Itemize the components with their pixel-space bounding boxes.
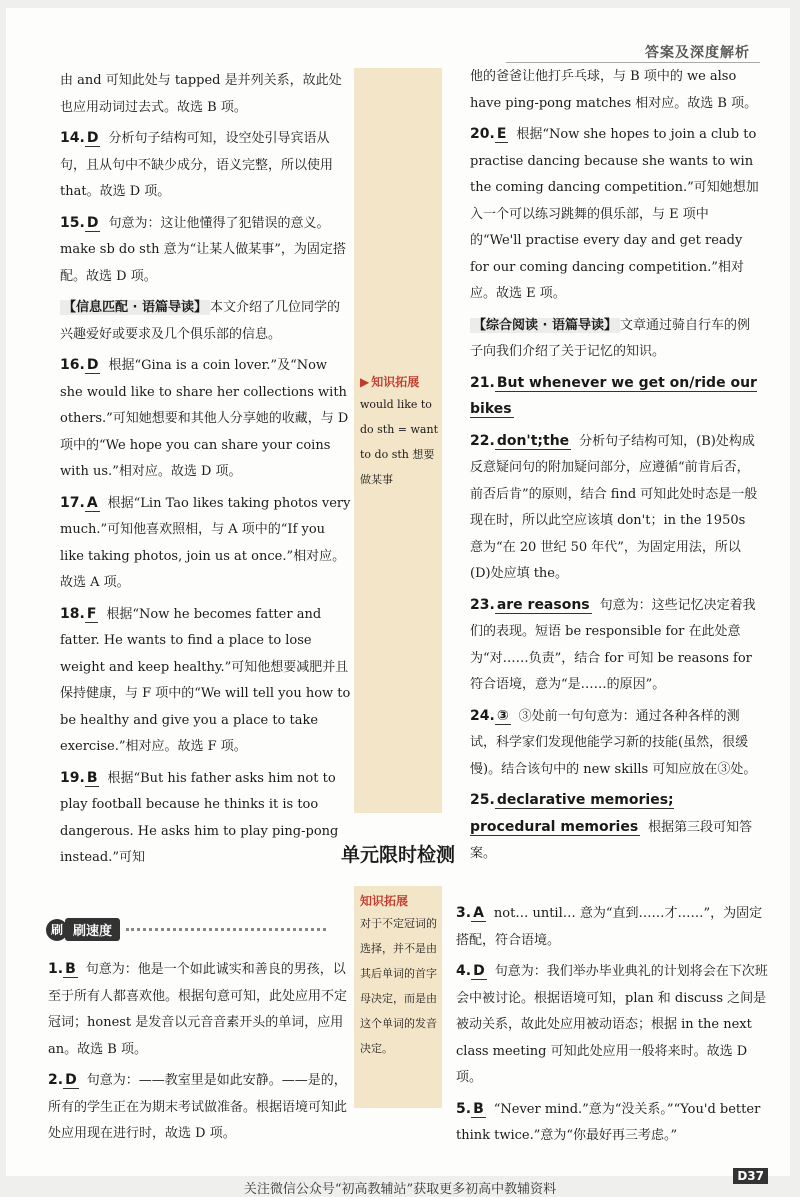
- question-number: 23.: [470, 596, 495, 613]
- question-number: 1.: [48, 961, 64, 977]
- dotted-divider: [126, 928, 326, 931]
- question-number: 14.: [60, 130, 85, 146]
- answer-item: [470, 704, 760, 784]
- answer-item: [48, 957, 348, 1063]
- knowledge-title-top: ▶ 知识拓展: [360, 375, 420, 389]
- explanation-text: 根据“Now she hopes to join a club to practise dancing because she wants to win the coming dancing competition.”可知她想加入一个可以练习跳舞的俱乐部，与 E 项中的“We'll practise every day and get ready for our coming dancing competition.”相对应。故选 E 项。: [470, 127, 759, 301]
- question-number: 24.: [470, 707, 495, 724]
- explanation-text: 句意为：这些记忆决定着我们的表现。短语 be responsible for 在此处意为“对……负责”，结合 for 可知 be reasons for 符合语境，意为“是……的原因”。: [470, 597, 756, 692]
- answer-item: [470, 429, 760, 588]
- arrow-icon: ▶: [360, 375, 370, 389]
- answer-key: A: [86, 494, 98, 511]
- explanation-text: 句意为：我们举办毕业典礼的计划将会在下次班会中被讨论。根据语境可知，plan 和 discuss 之间是被动关系，故此处应用被动语态；根据 in the next class meeting 可知此处应用一般将来时。故选 D 项。: [456, 964, 768, 1085]
- answer-item: [60, 211, 352, 291]
- knowledge-sidebar-top: [354, 68, 442, 813]
- question-number: 20.: [470, 126, 495, 142]
- answer-key: are reasons: [496, 596, 590, 613]
- explanation-text: 根据“Gina is a coin lover.”及“Now she would like to share her collections with others.”可知她想要和其他人分享她的收藏，与 D 项中的“We hope you can share your coins with us.”相对应。故选 D 项。: [60, 358, 349, 479]
- answer-item: [456, 901, 768, 954]
- brush-icon: 刷: [46, 919, 68, 941]
- right-column-top: [470, 64, 760, 868]
- reading-guide: [470, 313, 760, 366]
- footer-note: 关注微信公众号“初高教辅站”获取更多初高中教辅资料: [243, 1182, 557, 1197]
- answer-key: D: [86, 130, 99, 146]
- knowledge-title-bottom: 知识拓展: [360, 894, 409, 908]
- answer-item: [60, 353, 352, 486]
- page-header-title: 答案及深度解析: [645, 45, 750, 61]
- explanation-text: ③处前一句句意为：通过各种各样的测试，科学家们发现他能学习新的技能(虽然，很缓慢)。结合该句中的 new skills 可知应放在③处。: [470, 708, 757, 777]
- answer-item: [470, 593, 760, 699]
- speed-practice-label: 刷速度: [65, 918, 120, 941]
- question-number: 3.: [456, 905, 472, 921]
- explanation-text: not… until… 意为“直到……才……”，为固定搭配，符合语境。: [456, 906, 763, 948]
- answer-key: don't;the: [496, 432, 570, 449]
- answer-key: D: [86, 357, 99, 373]
- answer-item: [60, 126, 352, 206]
- answer-item: [60, 68, 352, 121]
- knowledge-text-bottom: 对于不定冠词的选择，并不是由其后单词的首字母决定，而是由这个单词的发音决定。: [360, 917, 437, 1055]
- explanation-text: 根据第三段可知答案。: [470, 819, 753, 861]
- explanation-text: 他的爸爸让他打乒乓球，与 B 项中的 we also have ping-pong matches 相对应。故选 B 项。: [470, 69, 758, 111]
- reading-guide: [60, 295, 352, 348]
- answer-key: B: [473, 1100, 484, 1117]
- explanation-text: 文章通过骑自行车的例子向我们介绍了关于记忆的知识。: [470, 317, 751, 359]
- answer-key: But whenever we get on/ride our bikes: [470, 374, 757, 417]
- answer-key: F: [86, 605, 97, 622]
- question-number: 25.: [470, 792, 495, 808]
- answer-key: B: [86, 769, 98, 786]
- answer-page: [6, 8, 790, 1183]
- answer-item: [60, 491, 352, 597]
- answer-item: [456, 959, 768, 1092]
- question-number: 19.: [60, 769, 85, 786]
- question-number: 16.: [60, 357, 85, 373]
- question-number: 5.: [456, 1100, 472, 1117]
- answer-key: B: [65, 961, 76, 977]
- section-title: 单元限时检测: [340, 844, 455, 866]
- explanation-text: 本文介绍了几位同学的兴趣爱好或要求及几个俱乐部的信息。: [60, 300, 341, 342]
- knowledge-sidebar-bottom: [354, 886, 442, 1108]
- answer-key: D: [86, 214, 99, 231]
- answer-key: ③: [496, 707, 509, 724]
- explanation-text: 根据“Lin Tao likes taking photos very much.”可知他喜欢照相，与 A 项中的“If you like taking photos, join us at once.”相对应。故选 A 项。: [60, 495, 351, 590]
- speed-practice-badge: [46, 918, 326, 941]
- answer-item: [48, 1068, 348, 1148]
- explanation-text: 根据“But his father asks him not to play football because he thinks it is too dangerous. He asks him to play ping-pong instead.”可知: [60, 770, 339, 865]
- knowledge-text-top: would like to do sth = want to do sth 想要做某事: [360, 398, 438, 486]
- answer-key: declarative memories; procedural memories: [470, 792, 674, 835]
- explanation-text: 由 and 可知此处与 tapped 是并列关系，故此处也应用动词过去式。故选 B 项。: [60, 73, 342, 115]
- answer-item: [456, 1097, 768, 1150]
- answer-item: [470, 64, 760, 117]
- explanation-text: “Never mind.”意为“没关系。”“You'd better think twice.”意为“你最好再三考虑。”: [456, 1101, 761, 1143]
- answer-key: E: [496, 126, 507, 142]
- header-rule: [506, 62, 760, 63]
- question-number: 15.: [60, 214, 85, 231]
- question-number: 22.: [470, 432, 495, 449]
- question-number: 4.: [456, 963, 472, 979]
- right-column-bottom: [456, 896, 768, 1150]
- left-column-bottom: [48, 952, 348, 1148]
- answer-item: [470, 122, 760, 308]
- question-number: 17.: [60, 494, 85, 511]
- question-number: 18.: [60, 605, 85, 622]
- guide-banner: 【综合阅读 · 语篇导读】: [470, 318, 620, 333]
- answer-item: [60, 602, 352, 761]
- explanation-text: 根据“Now he becomes fatter and fatter. He wants to find a place to lose weight and keep healthy.”可知他想要减肥并且保持健康，与 F 项中的“We will tell you how to be healthy and give you a place to take exercise.”相对应。故选 F 项。: [60, 606, 351, 754]
- answer-item: [470, 371, 760, 424]
- explanation-text: 句意为：——教室里是如此安静。——是的，所有的学生正在为期末考试做准备。根据语境可知此处应用现在进行时，故选 D 项。: [48, 1073, 348, 1141]
- explanation-text: 分析句子结构可知，(B)处构成反意疑问句的附加疑问部分，应遵循“前肯后否，前否后肯”的原则，结合 find 可知此处时态是一般现在时，所以此空应该填 don't；in the 1950s 意为“在 20 世纪 50 年代”，为固定用法，所以(D)处应填 the。: [470, 433, 758, 581]
- question-number: 21.: [470, 374, 495, 391]
- question-number: 2.: [48, 1072, 64, 1088]
- answer-key: A: [473, 905, 484, 921]
- answer-key: D: [65, 1072, 77, 1088]
- explanation-text: 句意为：这让他懂得了犯错误的意义。make sb do sth 意为“让某人做某事”，为固定搭配。故选 D 项。: [60, 215, 346, 284]
- explanation-text: 分析句子结构可知，设空处引导宾语从句，且从句中不缺少成分，语义完整，所以使用 that。故选 D 项。: [60, 131, 334, 199]
- guide-banner: 【信息匹配 · 语篇导读】: [60, 300, 210, 315]
- answer-key: D: [473, 963, 485, 979]
- left-column-top: [60, 68, 352, 872]
- explanation-text: 句意为：他是一个如此诚实和善良的男孩，以至于所有人都喜欢他。根据句意可知，此处应用不定冠词；honest 是发音以元音音素开头的单词，应用 an。故选 B 项。: [48, 962, 348, 1057]
- page-number: D37: [733, 1168, 768, 1184]
